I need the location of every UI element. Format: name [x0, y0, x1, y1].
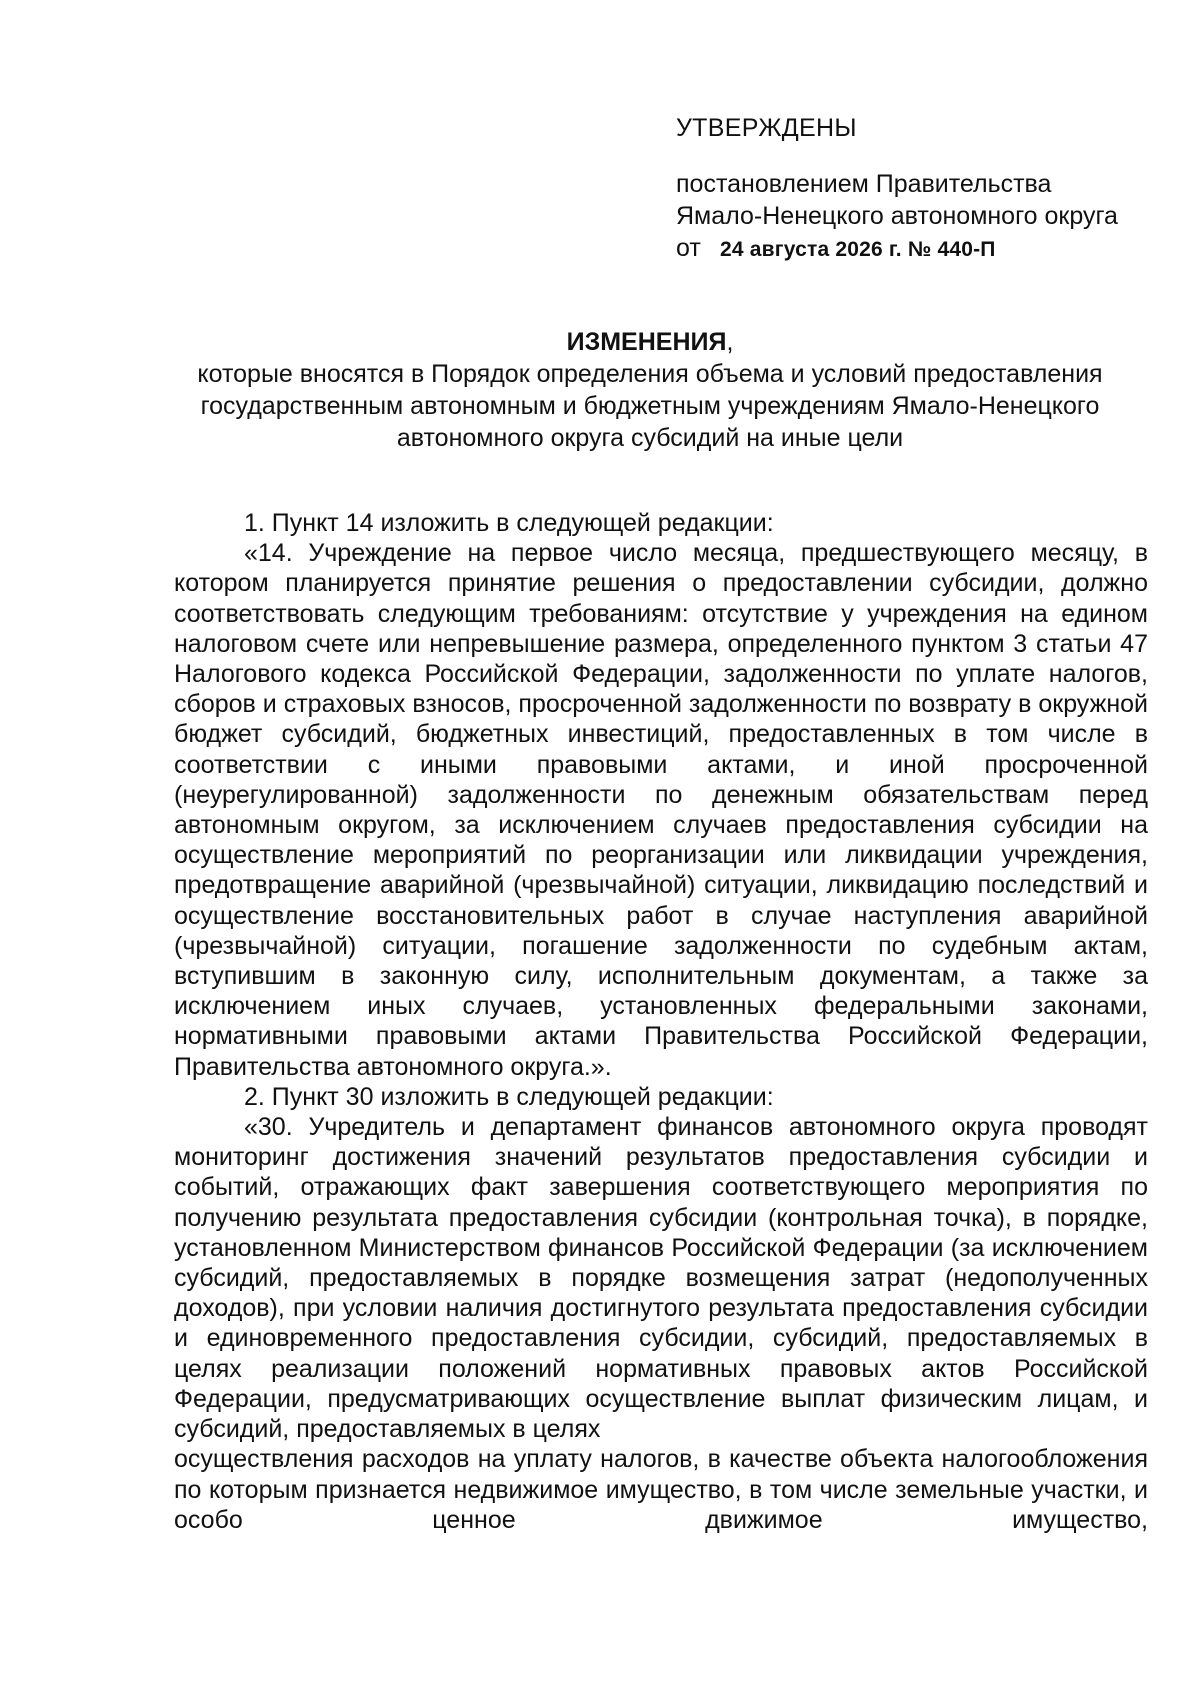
approval-date-number: 24 августа 2026 г. № 440-П: [720, 238, 996, 261]
document-title: ИЗМЕНЕНИЯ: [566, 328, 727, 356]
title-subtitle-line-3: автономного округа субсидий на иные цели: [396, 424, 904, 452]
date-prefix: от: [676, 234, 701, 262]
approval-line-2: Ямало-Ненецкого автономного округа: [676, 202, 1118, 230]
title-comma: ,: [726, 328, 734, 356]
item-1-heading: 1. Пункт 14 изложить в следующей редакции:: [244, 509, 774, 537]
title-heading: [160, 326, 1140, 358]
approval-stamp: [676, 112, 1176, 266]
title-subtitle-line-1: которые вносятся в Порядок определения объема и условий предоставления: [197, 360, 1103, 388]
document-title-block: [160, 326, 1140, 454]
item-2-heading: 2. Пункт 30 изложить в следующей редакции:: [244, 1082, 774, 1111]
approval-date-line: [676, 232, 1176, 266]
approved-label: УТВЕРЖДЕНЫ: [676, 114, 857, 142]
item-1-text: «14. Учреждение на первое число месяца, предшествующего месяцу, в котором планируется принятие решения о предоставлении субсидии, должно соответствовать следующим требованиям: отсутствие у учреждения на едином налоговом счете или непревышение размера, определенного пунктом 3 статьи 47 Налогового кодекса Российской Федерации, задолженности по уплате налогов, сборов и страховых взносов, просроченной задолженности по возврату в окружной бюджет субсидий, бюджетных инвестиций, предоставленных в том числе в соответствии с иными правовыми актами, и иной просроченной (неурегулированной) задолженности по денежным обязательствам перед автономным округом, за исключением случаев предоставления субсидии на осуществление мероприятий по реорганизации или ликвидации учреждения, предотвращение аварийной (чрезвычайной) ситуации, ликвидацию последствий и осуществление восстановительных работ в случае наступления аварийной (чрезвычайной) ситуации, погашение задолженности по судебным актам, вступившим в законную силу, исполнительным документам, а также за исключением иных случаев, установленных федеральными законами, нормативными правовыми актами Правительства Российской Федерации, Правительства автономного округа.».: [174, 539, 1148, 1081]
item-2-text-continued: осуществления расходов на уплату налогов, в качестве объекта налогообложения по которым признается недвижимое имущество, в том числе земельные участки, и особо ценное движимое имущество,: [174, 1445, 1148, 1534]
approval-line-1: постановлением Правительства: [676, 170, 1052, 198]
document-body: [174, 508, 1148, 1535]
item-2-text: «30. Учредитель и департамент финансов автономного округа проводят мониторинг достижения значений результатов предоставления субсидии и событий, отражающих факт завершения соответствующего мероприятия по получению результата предоставления субсидии (контрольная точка), в порядке, установленном Министерством финансов Российской Федерации (за исключением субсидий, предоставляемых в порядке возмещения затрат (недополученных доходов), при условии наличия достигнутого результата предоставления субсидии и единовременного предоставления субсидии, субсидий, предоставляемых в целях реализации положений нормативных правовых актов Российской Федерации, предусматривающих осуществление выплат физическим лицам, и субсидий, предоставляемых в целях: [174, 1113, 1148, 1444]
title-subtitle-line-2: государственным автономным и бюджетным учреждениям Ямало-Ненецкого: [200, 392, 1100, 420]
